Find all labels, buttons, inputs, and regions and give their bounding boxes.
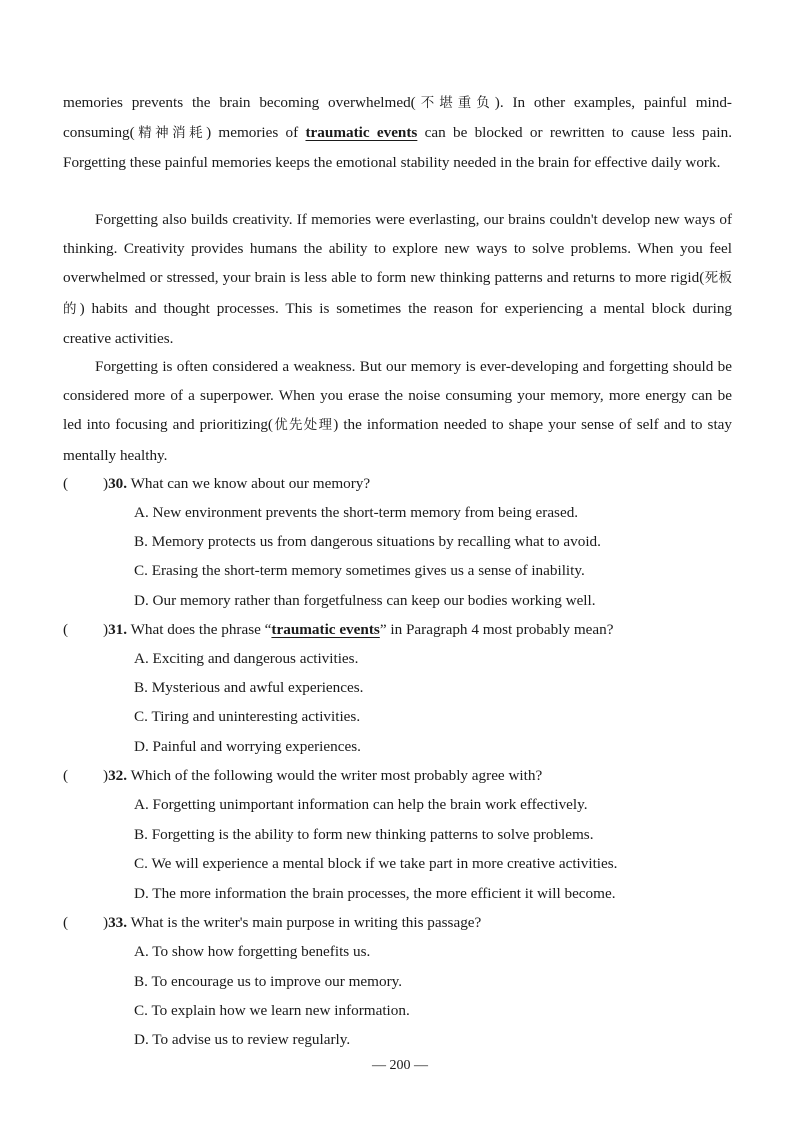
question-number: 33. (108, 914, 128, 931)
text: ) memories of (206, 124, 306, 142)
option-30-c[interactable]: C. Erasing the short-term memory sometimes gives us a sense of inability. (134, 562, 585, 579)
option-33-c[interactable]: C. To explain how we learn new information. (134, 1002, 410, 1019)
option-33-a[interactable]: A. To show how forgetting benefits us. (134, 943, 371, 960)
paren-close: ) (103, 621, 109, 638)
text: Forgetting also builds creativity. If memories were everlasting, our brains couldn't develop new ways of thinking. Creativity provides humans the ability to explore new ways to solve problems. When you feel overwhelmed or stressed, your brain is less able to form new thinking patterns and returns to more rigid( (63, 211, 732, 287)
question-text: ” in Paragraph 4 most probably mean? (379, 621, 614, 638)
text: ) habits and thought processes. This is sometimes the reason for experiencing a mental block during creative activities. (63, 299, 733, 347)
paragraph-1 (63, 88, 732, 178)
chinese-gloss: 不堪重负 (415, 95, 495, 111)
key-phrase: traumatic events (305, 124, 418, 142)
question-number: 30. (108, 475, 128, 492)
option-32-d[interactable]: D. The more information the brain processes, the more efficient it will become. (134, 885, 616, 902)
text: ) the information needed to shape your sense of self and to stay mentally healthy. (63, 416, 733, 464)
paren-close: ) (103, 767, 109, 784)
question-text: What is the writer's main purpose in writing this passage? (127, 914, 482, 931)
option-30-d[interactable]: D. Our memory rather than forgetfulness can keep our bodies working well. (134, 592, 596, 609)
answer-blank[interactable]: ( (63, 914, 69, 931)
question-stem (103, 469, 370, 498)
option-32-a[interactable]: A. Forgetting unimportant information can help the brain work effectively. (134, 796, 588, 813)
option-33-b[interactable]: B. To encourage us to improve our memory. (134, 973, 403, 990)
question-stem (103, 761, 542, 790)
option-33-d[interactable]: D. To advise us to review regularly. (134, 1031, 351, 1048)
option-31-b[interactable]: B. Mysterious and awful experiences. (134, 679, 364, 696)
text: Forgetting is often considered a weakness. But our memory is ever-developing and forgetting should be considered more of a superpower. When you erase the noise consuming your memory, more energy can be led into focusing and prioritizing( (63, 358, 732, 434)
paragraph-3 (63, 352, 732, 470)
question-stem (103, 615, 613, 644)
question-number: 31. (108, 621, 128, 638)
question-text: What does the phrase “ (127, 621, 272, 638)
question-text: Which of the following would the writer most probably agree with? (127, 767, 543, 784)
page-number: — 200 — (372, 1058, 428, 1073)
paragraph-2 (63, 205, 732, 353)
question-number: 32. (108, 767, 128, 784)
chinese-gloss: 死板的 (63, 270, 732, 317)
text: memories prevents the brain becoming overwhelmed( (63, 94, 416, 111)
answer-blank[interactable]: ( (63, 475, 69, 492)
question-stem (103, 908, 481, 937)
text: ). In other examples, painful mind-consuming( (63, 94, 732, 142)
option-32-b[interactable]: B. Forgetting is the ability to form new thinking patterns to solve problems. (134, 826, 594, 843)
paren-close: ) (103, 475, 109, 492)
answer-blank[interactable]: ( (63, 767, 69, 784)
option-32-c[interactable]: C. We will experience a mental block if we take part in more creative activities. (134, 855, 618, 872)
chinese-gloss: 优先处理 (272, 417, 334, 434)
option-31-a[interactable]: A. Exciting and dangerous activities. (134, 650, 359, 667)
paren-close: ) (103, 914, 109, 931)
key-phrase: traumatic events (271, 621, 380, 638)
option-31-c[interactable]: C. Tiring and uninteresting activities. (134, 708, 361, 725)
question-text: What can we know about our memory? (127, 475, 371, 492)
option-31-d[interactable]: D. Painful and worrying experiences. (134, 738, 361, 755)
answer-blank[interactable]: ( (63, 621, 69, 638)
option-30-a[interactable]: A. New environment prevents the short-term memory from being erased. (134, 504, 579, 521)
text: can be blocked or rewritten to cause less pain. Forgetting these painful memories keeps the emotional stability needed in the brain for effective daily work. (63, 124, 732, 172)
chinese-gloss: 精神消耗 (134, 125, 207, 142)
option-30-b[interactable]: B. Memory protects us from dangerous situations by recalling what to avoid. (134, 533, 601, 550)
